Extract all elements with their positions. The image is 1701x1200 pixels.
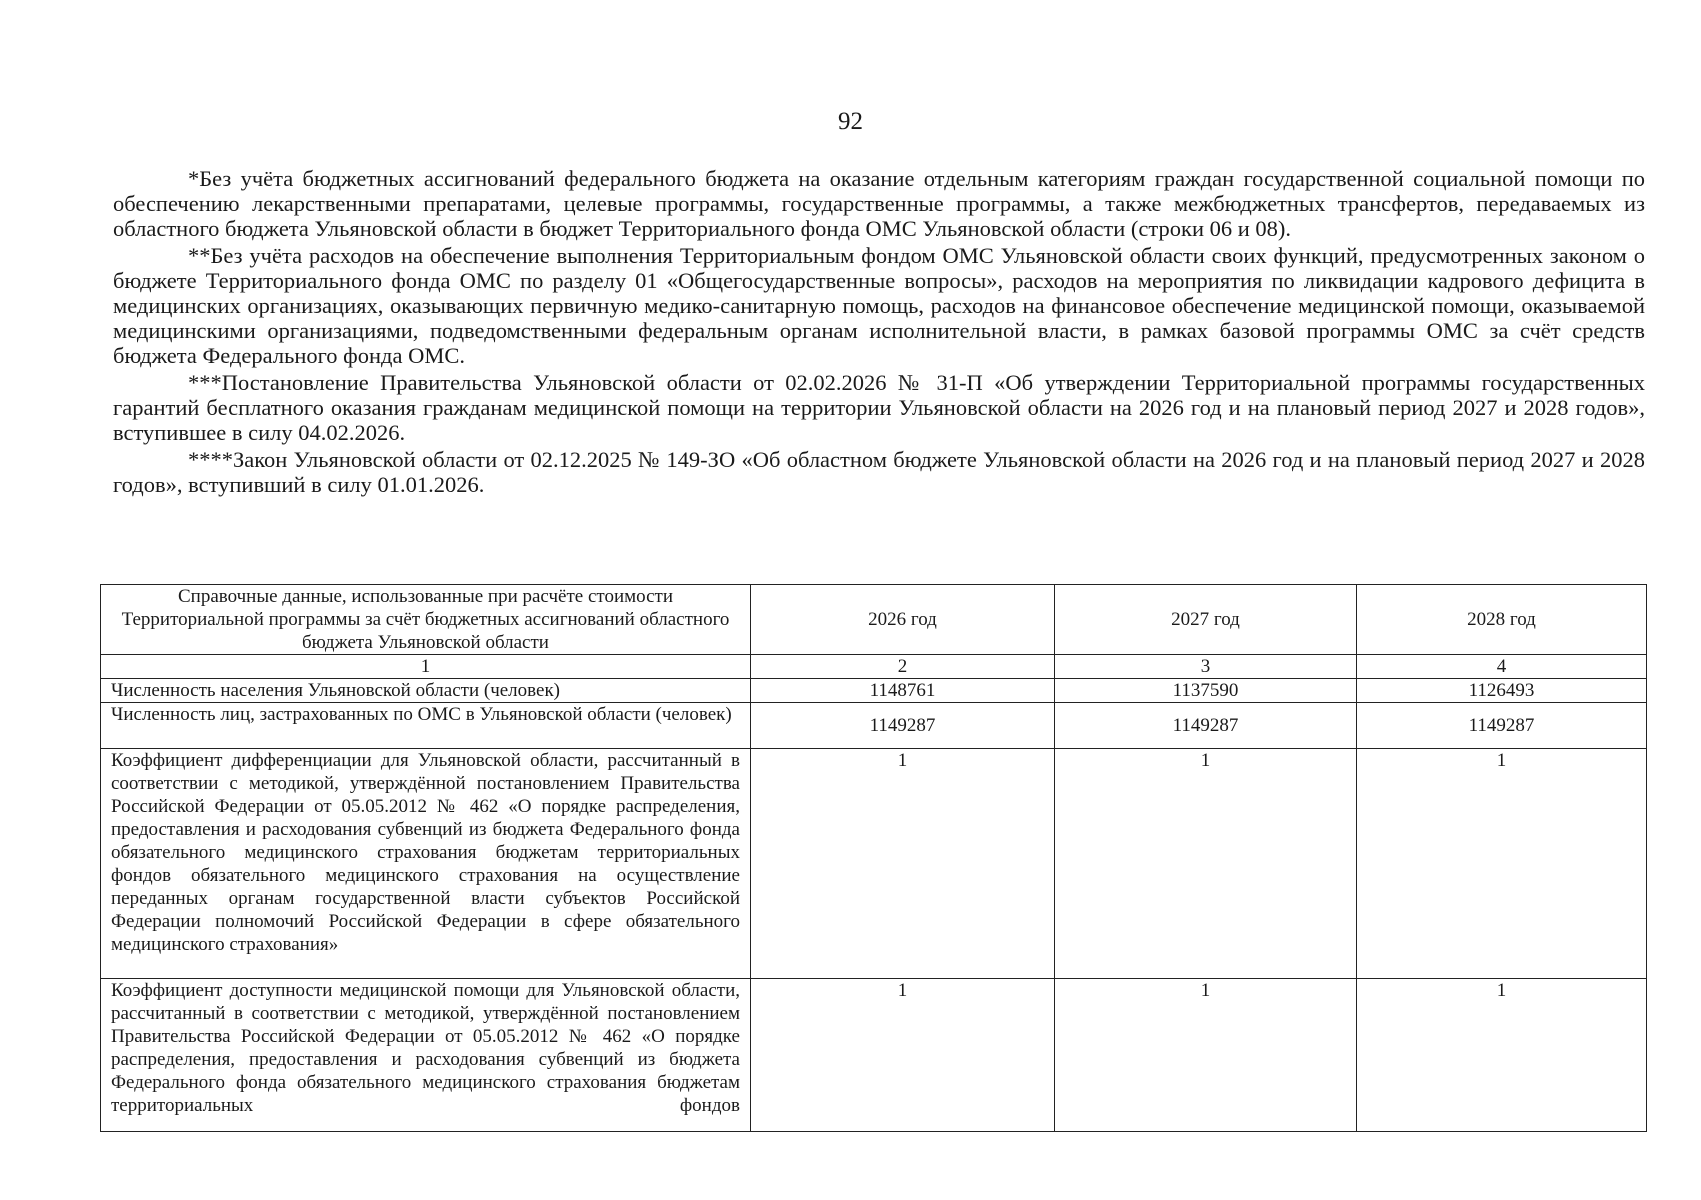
footnote-3: ***Постановление Правительства Ульяновской области от 02.02.2026 № 31-П «Об утверждении Территориальной программы государственных гарантий бесплатного оказания гражданам медицинской помощи на территории Ульяновской области на 2026 год и на плановый период 2027 и 2028 годов», вступившее в силу 04.02.2026. <box>113 370 1645 445</box>
reference-data-table <box>100 584 1647 1132</box>
row-label: Коэффициент дифференциации для Ульяновской области, рассчитанный в соответствии с методикой, утверждённой постановлением Правительства Российской Федерации от 05.05.2012 № 462 «О порядке распределения, предоставления и расходования субвенций из бюджета Федерального фонда обязательного медицинского страхования бюджетам территориальных фондов обязательного медицинского страхования на осуществление переданных органам государственной власти субъектов Российской Федерации полномочий Российской Федерации в сфере обязательного медицинского страхования» <box>101 749 751 979</box>
table-row <box>101 749 1647 979</box>
header-label-cell: Справочные данные, использованные при расчёте стоимости Территориальной программы за счёт бюджетных ассигнований областного бюджета Ульяновской области <box>101 585 751 655</box>
row-label: Коэффициент доступности медицинской помощи для Ульяновской области, рассчитанный в соответствии с методикой, утверждённой постановлением Правительства Российской Федерации от 05.05.2012 № 462 «О порядке распределения, предоставления и расходования субвенций из бюджета Федерального фонда обязательного медицинского страхования бюджетам территориальных фондов <box>101 979 751 1132</box>
page-number: 92 <box>838 108 863 135</box>
row-value: 1148761 <box>751 679 1055 703</box>
row-value: 1 <box>1357 749 1647 979</box>
row-value: 1137590 <box>1055 679 1357 703</box>
table-header-row <box>101 585 1647 655</box>
row-label: Численность лиц, застрахованных по ОМС в Ульяновской области (человек) <box>101 703 751 749</box>
row-value: 1149287 <box>751 703 1055 749</box>
footnotes <box>113 166 1645 499</box>
column-number: 1 <box>101 655 751 679</box>
column-number-row <box>101 655 1647 679</box>
table-row <box>101 979 1647 1132</box>
header-year-2026: 2026 год <box>751 585 1055 655</box>
row-value: 1 <box>751 749 1055 979</box>
footnote-2: **Без учёта расходов на обеспечение выполнения Территориальным фондом ОМС Ульяновской области своих функций, предусмотренных законом о бюджете Территориального фонда ОМС по разделу 01 «Общегосударственные вопросы», расходов на мероприятия по ликвидации кадрового дефицита в медицинских организациях, оказывающих первичную медико-санитарную помощь, расходов на финансовое обеспечение медицинской помощи, оказываемой медицинскими организациями, подведомственными федеральным органам исполнительной власти, в рамках базовой программы ОМС за счёт средств бюджета Федерального фонда ОМС. <box>113 243 1645 368</box>
table-row <box>101 703 1647 749</box>
row-label: Численность населения Ульяновской области (человек) <box>101 679 751 703</box>
row-value: 1 <box>751 979 1055 1132</box>
column-number: 2 <box>751 655 1055 679</box>
header-year-2027: 2027 год <box>1055 585 1357 655</box>
column-number: 3 <box>1055 655 1357 679</box>
column-number: 4 <box>1357 655 1647 679</box>
row-value: 1 <box>1055 979 1357 1132</box>
row-value: 1149287 <box>1055 703 1357 749</box>
row-value: 1149287 <box>1357 703 1647 749</box>
footnote-1: *Без учёта бюджетных ассигнований федерального бюджета на оказание отдельным категориям граждан государственной социальной помощи по обеспечению лекарственными препаратами, целевые программы, государственные программы, а также межбюджетных трансфертов, передаваемых из областного бюджета Ульяновской области в бюджет Территориального фонда ОМС Ульяновской области (строки 06 и 08). <box>113 166 1645 241</box>
row-value: 1 <box>1055 749 1357 979</box>
row-value: 1 <box>1357 979 1647 1132</box>
table-row <box>101 679 1647 703</box>
header-year-2028: 2028 год <box>1357 585 1647 655</box>
row-value: 1126493 <box>1357 679 1647 703</box>
footnote-4: ****Закон Ульяновской области от 02.12.2025 № 149-ЗО «Об областном бюджете Ульяновской области на 2026 год и на плановый период 2027 и 2028 годов», вступивший в силу 01.01.2026. <box>113 447 1645 497</box>
